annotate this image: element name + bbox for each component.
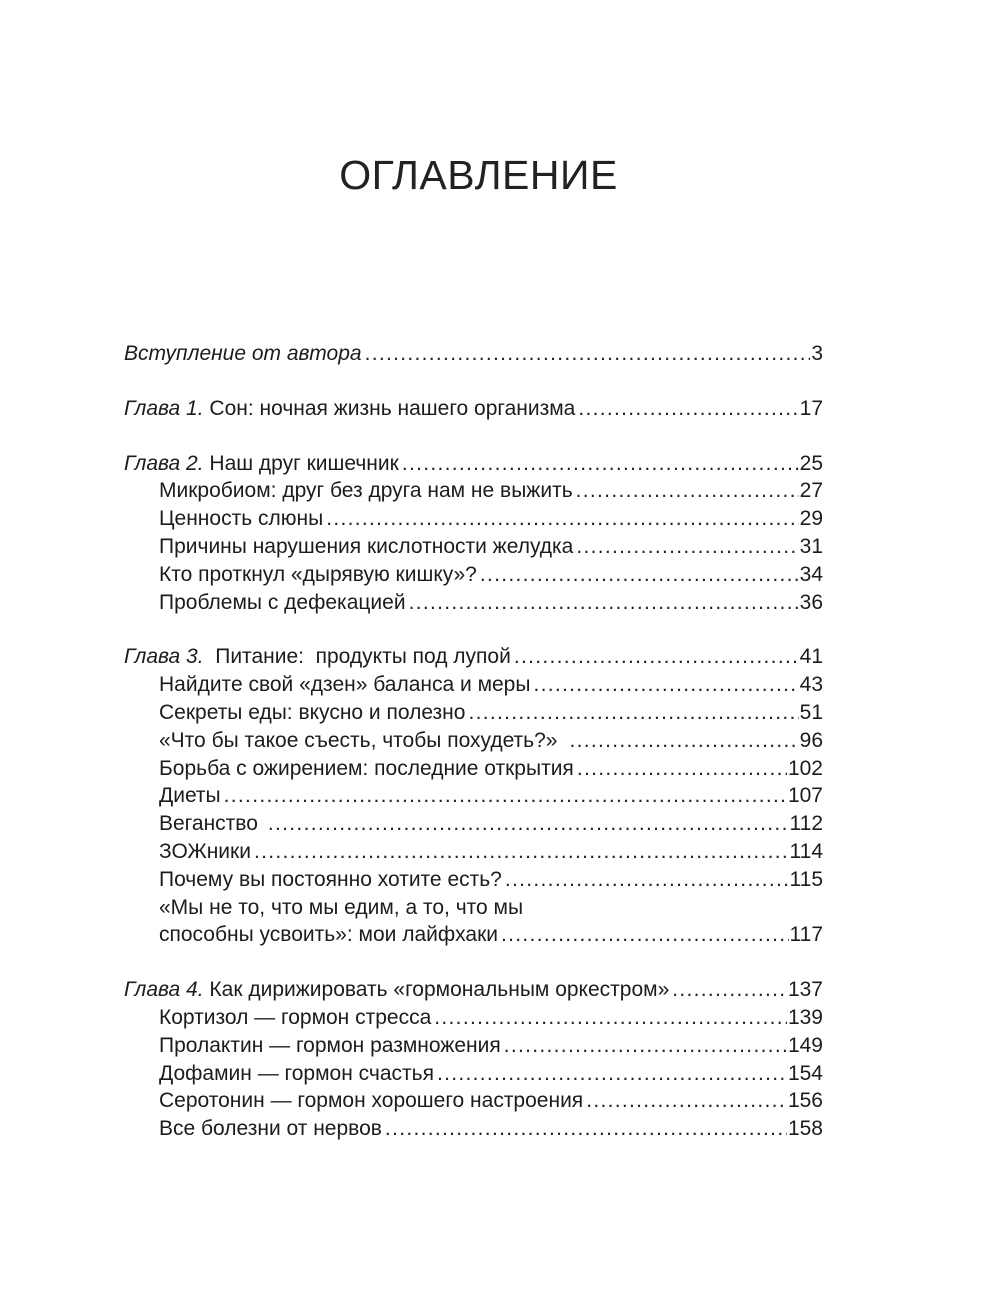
toc-entry-label: Почему вы постоянно хотите есть? xyxy=(159,867,502,891)
toc-entry-label xyxy=(124,643,511,671)
toc-entry-label: Веганство xyxy=(159,812,258,836)
toc-page-number: 25 xyxy=(799,451,823,475)
leader-dots xyxy=(578,395,798,423)
toc-entry[interactable] xyxy=(124,561,823,589)
toc-page-number: 96 xyxy=(799,728,823,752)
toc-entry-label: Дофамин — гормон счастья xyxy=(159,1061,434,1085)
toc-entry-label: Диеты xyxy=(159,784,221,808)
toc-entry-label: Ценность слюны xyxy=(159,507,324,531)
chapter-title: Как дирижировать «гормональным оркестром» xyxy=(209,978,670,1002)
toc-entry[interactable] xyxy=(124,589,823,617)
leader-dots xyxy=(224,782,787,810)
toc-entry-label: Пролактин — гормон размножения xyxy=(159,1033,501,1057)
toc-page-number: 43 xyxy=(799,673,823,697)
toc-entry-label: Секреты еды: вкусно и полезно xyxy=(159,700,466,724)
toc-group-chapter-3 xyxy=(124,643,823,949)
toc-entry[interactable] xyxy=(124,671,823,699)
leader-dots xyxy=(254,838,789,866)
toc-entry[interactable] xyxy=(124,1032,823,1060)
toc-entry[interactable] xyxy=(124,782,823,810)
toc-entry-line[interactable]: «Мы не то, что мы едим, а то, что мы xyxy=(159,895,524,919)
chapter-prefix: Глава 3. xyxy=(124,645,204,669)
toc-entry[interactable] xyxy=(124,866,823,894)
leader-dots xyxy=(501,921,789,949)
leader-dots xyxy=(468,699,798,727)
toc-group-chapter-4 xyxy=(124,976,823,1143)
toc-entry-label: Борьба с ожирением: последние открытия xyxy=(159,756,574,780)
toc-page-number: 34 xyxy=(799,562,823,586)
page-title: ОГЛАВЛЕНИЕ xyxy=(339,152,618,198)
toc-entry[interactable] xyxy=(124,727,823,755)
toc-entry[interactable] xyxy=(124,838,823,866)
leader-dots xyxy=(533,671,798,699)
toc-entry-label xyxy=(124,450,399,478)
toc-page-number: 154 xyxy=(787,1061,823,1085)
leader-dots xyxy=(576,533,798,561)
toc-entry-label: Причины нарушения кислотности желудка xyxy=(159,534,574,558)
toc-entry[interactable] xyxy=(124,505,823,533)
chapter-title: Сон: ночная жизнь нашего организма xyxy=(209,396,576,420)
toc-entry[interactable] xyxy=(124,477,823,505)
toc-page-number: 115 xyxy=(789,867,823,891)
leader-dots xyxy=(385,1115,787,1143)
leader-dots xyxy=(402,450,799,478)
toc-entry-label: Проблемы с дефекацией xyxy=(159,590,406,614)
leader-dots xyxy=(409,589,799,617)
toc-entry[interactable] xyxy=(124,921,823,949)
toc-entry[interactable] xyxy=(124,755,823,783)
toc-entry-label: «Что бы такое съесть, чтобы похудеть?» xyxy=(159,728,558,752)
toc-entry-chapter[interactable] xyxy=(124,395,823,423)
toc-entry-chapter[interactable] xyxy=(124,450,823,478)
toc-entry-label: ЗОЖники xyxy=(159,839,251,863)
toc-page-number: 156 xyxy=(787,1089,823,1113)
toc-page-number: 17 xyxy=(799,396,823,420)
leader-dots xyxy=(576,477,799,505)
toc-page-number: 36 xyxy=(799,590,823,614)
toc-entry-label: Кто проткнул «дырявую кишку»? xyxy=(159,562,477,586)
toc-page-number: 139 xyxy=(787,1005,823,1029)
toc-page-number: 117 xyxy=(789,923,823,947)
leader-dots xyxy=(569,727,798,755)
leader-dots xyxy=(365,340,811,368)
toc-entry-label xyxy=(124,395,575,423)
leader-dots xyxy=(505,866,789,894)
toc-entry[interactable] xyxy=(124,1115,823,1143)
toc-page-number: 112 xyxy=(789,812,823,836)
chapter-title: Наш друг кишечник xyxy=(209,451,399,475)
toc-entry[interactable] xyxy=(124,340,823,368)
toc-entry-label: Вступление от автора xyxy=(124,342,362,365)
leader-dots xyxy=(437,1060,787,1088)
chapter-prefix: Глава 4. xyxy=(124,978,204,1002)
toc-entry[interactable] xyxy=(124,699,823,727)
toc-entry-chapter[interactable] xyxy=(124,643,823,671)
toc-entry-label: Микробиом: друг без друга нам не выжить xyxy=(159,479,573,503)
chapter-title: Питание: продукты под лупой xyxy=(215,645,511,669)
toc-entry-label: способны усвоить»: мои лайфхаки xyxy=(159,923,499,947)
toc-page-number: 3 xyxy=(811,342,823,365)
toc-group-chapter-1 xyxy=(124,395,823,423)
toc-entry[interactable] xyxy=(124,1004,823,1032)
toc-page-number: 41 xyxy=(799,645,823,669)
toc-group-chapter-2 xyxy=(124,450,823,617)
toc-group-intro xyxy=(124,340,823,368)
toc-entry[interactable] xyxy=(124,533,823,561)
leader-dots xyxy=(672,976,787,1004)
toc-entry-label: Кортизол — гормон стресса xyxy=(159,1005,432,1029)
toc-entry[interactable] xyxy=(124,810,823,838)
toc-page-number: 158 xyxy=(787,1117,823,1141)
leader-dots xyxy=(326,505,798,533)
toc-entry[interactable] xyxy=(124,1087,823,1115)
toc-entry[interactable] xyxy=(124,1060,823,1088)
leader-dots xyxy=(480,561,799,589)
toc-entry-label: Все болезни от нервов xyxy=(159,1117,382,1141)
leader-dots xyxy=(434,1004,787,1032)
toc-entry-chapter[interactable] xyxy=(124,976,823,1004)
chapter-prefix: Глава 1. xyxy=(124,396,204,420)
toc-page-number: 29 xyxy=(799,507,823,531)
toc-entry-label xyxy=(124,976,669,1004)
toc-page-number: 102 xyxy=(787,756,823,780)
leader-dots xyxy=(268,810,789,838)
toc-page-number: 114 xyxy=(789,839,823,863)
chapter-prefix: Глава 2. xyxy=(124,451,204,475)
toc-page-number: 27 xyxy=(799,479,823,503)
toc-page-number: 107 xyxy=(787,784,823,808)
toc-page-number: 31 xyxy=(799,534,823,558)
leader-dots xyxy=(514,643,799,671)
leader-dots xyxy=(577,755,787,783)
leader-dots xyxy=(586,1087,787,1115)
leader-dots xyxy=(504,1032,787,1060)
table-of-contents xyxy=(124,340,823,1170)
toc-page-number: 149 xyxy=(787,1033,823,1057)
toc-entry-label: Серотонин — гормон хорошего настроения xyxy=(159,1089,584,1113)
toc-page-number: 51 xyxy=(799,700,823,724)
toc-entry-label: Найдите свой «дзен» баланса и меры xyxy=(159,673,531,697)
toc-page-number: 137 xyxy=(787,978,823,1002)
